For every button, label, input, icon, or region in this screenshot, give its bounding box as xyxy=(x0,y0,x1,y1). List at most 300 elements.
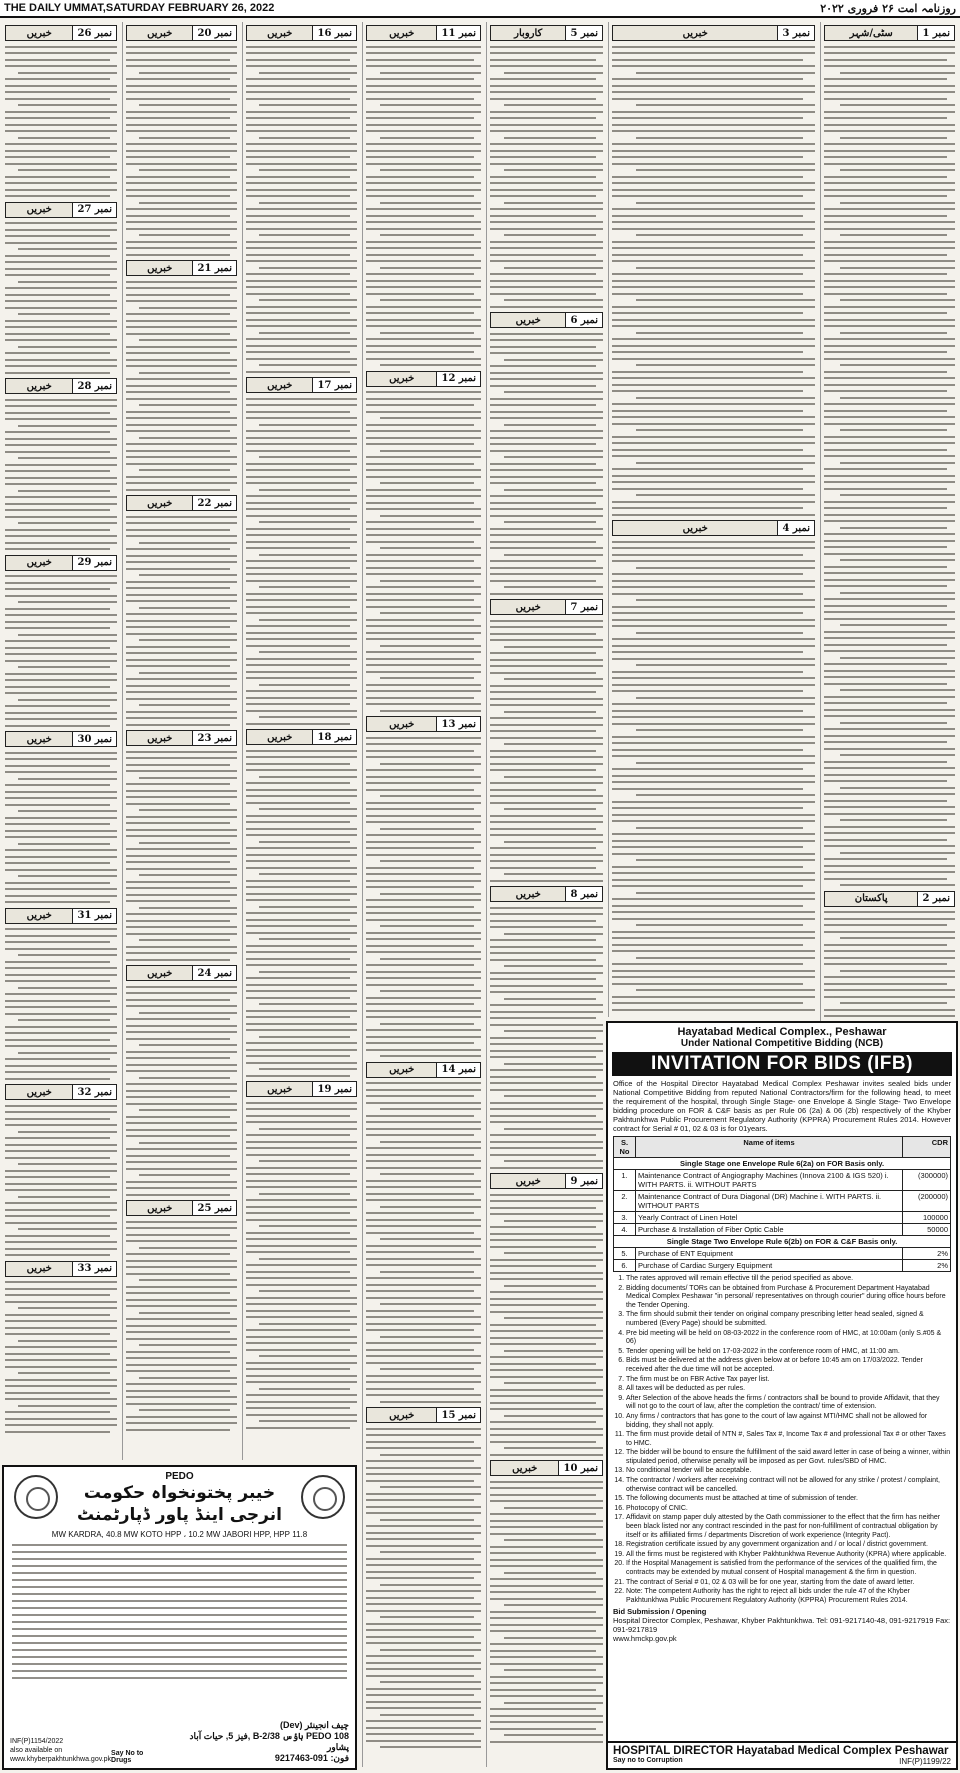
text-line xyxy=(636,397,815,399)
section-heading xyxy=(126,1200,237,1216)
ifb-banner: INVITATION FOR BIDS (IFB) xyxy=(612,1052,952,1076)
text-line xyxy=(612,547,815,549)
text-line xyxy=(824,85,955,87)
table-row xyxy=(614,1212,951,1224)
text-line xyxy=(126,391,230,393)
text-line xyxy=(490,189,603,191)
text-line xyxy=(246,599,357,601)
text-line xyxy=(246,502,357,504)
text-line xyxy=(126,678,237,680)
text-line xyxy=(612,788,803,790)
text-line xyxy=(126,1318,237,1320)
text-line xyxy=(126,424,237,426)
section-title: خبریں xyxy=(26,733,52,745)
text-line xyxy=(636,892,815,894)
text-line xyxy=(612,573,803,575)
text-line xyxy=(490,437,603,439)
text-line xyxy=(139,842,230,844)
text-line xyxy=(126,1286,237,1288)
text-line xyxy=(139,104,237,106)
text-line xyxy=(5,758,117,760)
text-line xyxy=(246,98,350,100)
text-line xyxy=(246,515,357,517)
text-line xyxy=(5,967,117,969)
text-line xyxy=(380,515,481,517)
text-line xyxy=(504,1415,603,1417)
text-line xyxy=(5,1006,117,1008)
text-line xyxy=(636,234,802,236)
text-line xyxy=(490,1037,596,1039)
text-line xyxy=(126,986,237,988)
text-line xyxy=(824,163,955,165)
text-line xyxy=(5,771,117,773)
text-line xyxy=(636,267,815,269)
text-line xyxy=(824,793,955,795)
text-line xyxy=(490,495,603,497)
text-line xyxy=(5,444,117,446)
text-line xyxy=(366,1499,474,1501)
text-line xyxy=(636,137,802,139)
text-line xyxy=(5,111,117,113)
text-line xyxy=(366,391,481,393)
cell-item: Purchase of Cardiac Surgery Equipment xyxy=(636,1260,903,1272)
text-line xyxy=(490,1591,596,1593)
text-line xyxy=(246,1368,350,1370)
text-line xyxy=(824,944,947,946)
text-line xyxy=(490,756,603,758)
text-line xyxy=(246,476,357,478)
text-line xyxy=(246,1297,357,1299)
text-line xyxy=(504,554,603,556)
section-number: نمبر 21 xyxy=(192,261,236,275)
text-line xyxy=(126,1161,237,1163)
text-line xyxy=(824,540,955,542)
text-line xyxy=(490,534,603,536)
text-line xyxy=(5,836,117,838)
text-line xyxy=(126,1083,237,1085)
text-line xyxy=(246,1115,350,1117)
text-line xyxy=(246,893,357,895)
text-line xyxy=(612,944,803,946)
text-line xyxy=(612,124,815,126)
text-line xyxy=(504,359,603,361)
term-item: 22. Note: The competent Authority has the right to reject all bids under the rule 47 of the Khyber Pakhtunkhwa Public Procurement Regulatory Authority (KPPRA) Procurement Rules 2014. xyxy=(626,1588,951,1605)
text-line xyxy=(246,156,350,158)
text-line xyxy=(366,1590,481,1592)
text-line xyxy=(490,1291,603,1293)
text-line xyxy=(840,624,947,626)
text-line xyxy=(126,1416,237,1418)
text-line xyxy=(490,502,596,504)
text-line xyxy=(366,997,481,999)
text-line xyxy=(612,976,815,978)
section-title: خبریں xyxy=(682,27,708,39)
text-line xyxy=(366,437,481,439)
text-line xyxy=(824,150,955,152)
text-line xyxy=(490,1226,596,1228)
article-text-block xyxy=(490,1481,603,1743)
text-line xyxy=(824,585,947,587)
text-line xyxy=(126,1305,237,1307)
text-line xyxy=(612,755,815,757)
text-line xyxy=(5,352,110,354)
text-line xyxy=(490,1043,603,1045)
section-title: خبریں xyxy=(389,373,415,384)
pedo-slogan: Say No to Drugs xyxy=(111,1750,144,1764)
text-line xyxy=(824,650,955,652)
text-line xyxy=(246,945,357,947)
section-number: نمبر 3 xyxy=(777,26,814,40)
text-line xyxy=(126,1194,230,1196)
text-line xyxy=(5,725,110,727)
text-line xyxy=(490,260,603,262)
text-line xyxy=(246,919,350,921)
text-line xyxy=(18,490,110,492)
text-line xyxy=(824,813,955,815)
text-line xyxy=(490,1017,596,1019)
text-line xyxy=(636,859,815,861)
term-item: 8. All taxes will be deducted as per rules. xyxy=(626,1385,951,1394)
article-text-block xyxy=(246,750,357,1077)
text-line xyxy=(490,398,603,400)
text-line xyxy=(490,1337,603,1339)
pedo-address: PEDO 108 ہاؤس 38/B-2 ,فیز 5, حیات آباد پشاور xyxy=(189,1731,349,1752)
text-line xyxy=(246,495,357,497)
text-line xyxy=(824,468,947,470)
text-line xyxy=(504,1095,597,1097)
text-line xyxy=(490,306,603,308)
text-line xyxy=(5,941,110,943)
text-line xyxy=(246,997,350,999)
article-text-block xyxy=(126,516,237,726)
text-line xyxy=(380,104,481,106)
text-line xyxy=(259,776,357,778)
text-line xyxy=(490,1689,596,1691)
text-line xyxy=(366,1349,474,1351)
cell-item: Purchase of ENT Equipment xyxy=(636,1248,903,1260)
text-line xyxy=(126,300,237,302)
text-line xyxy=(636,169,815,171)
article-text-block xyxy=(612,541,815,1011)
text-line xyxy=(490,1265,596,1267)
section-title: خبریں xyxy=(26,910,52,921)
text-line xyxy=(246,1303,357,1305)
text-line xyxy=(490,241,603,243)
text-line xyxy=(490,860,603,862)
text-line xyxy=(5,575,117,577)
text-line xyxy=(126,365,237,367)
text-line xyxy=(5,333,110,335)
text-line xyxy=(612,814,815,816)
text-line xyxy=(5,1301,117,1303)
text-line xyxy=(612,507,803,509)
text-line xyxy=(824,338,955,340)
text-line xyxy=(126,1403,237,1405)
text-line xyxy=(366,241,481,243)
text-line xyxy=(824,345,955,347)
group-label: Single Stage Two Envelope Rule 6(2b) on FOR & C&F Basis only. xyxy=(614,1236,951,1248)
text-line xyxy=(366,834,481,836)
text-line xyxy=(612,156,803,158)
section-number: نمبر 13 xyxy=(436,717,480,731)
text-line xyxy=(5,65,117,67)
text-line xyxy=(380,1649,481,1651)
section-number: نمبر 17 xyxy=(312,378,356,392)
term-item: 12. The bidder will be bound to ensure the fulfillment of the said award letter in case of being a winner, within stipulated period, otherwise penalty will be imposed as per Govt. rules/SBD of HMC. xyxy=(626,1449,951,1466)
cell-item: Yearly Contract of Linen Hotel xyxy=(636,1212,903,1224)
text-line xyxy=(612,612,803,614)
text-line xyxy=(490,1395,603,1397)
text-line xyxy=(504,678,603,680)
text-line xyxy=(259,456,357,458)
section-heading xyxy=(490,886,603,902)
text-line xyxy=(504,104,603,106)
section-title: خبریں xyxy=(147,262,173,274)
text-line xyxy=(366,658,474,660)
text-line xyxy=(366,469,481,471)
text-line xyxy=(380,612,481,614)
text-line xyxy=(366,528,481,530)
text-line xyxy=(12,1663,347,1665)
text-line xyxy=(824,46,955,48)
text-line xyxy=(126,548,230,550)
text-line xyxy=(490,1239,603,1241)
text-line xyxy=(366,1362,481,1364)
text-line xyxy=(139,1044,237,1046)
text-line xyxy=(126,1090,237,1092)
text-line xyxy=(246,189,357,191)
text-line xyxy=(824,546,947,548)
text-line xyxy=(612,163,815,165)
text-line xyxy=(612,742,815,744)
text-line xyxy=(490,620,603,622)
text-line xyxy=(490,1167,603,1169)
text-line xyxy=(5,647,110,649)
text-line xyxy=(126,685,230,687)
text-line xyxy=(840,937,955,939)
text-line xyxy=(126,600,237,602)
text-line xyxy=(126,333,230,335)
text-line xyxy=(366,977,481,979)
pedo-website[interactable]: www.khyberpakhtunkhwa.gov.pk xyxy=(10,1756,112,1763)
text-line xyxy=(126,78,230,80)
text-line xyxy=(380,1486,481,1488)
text-line xyxy=(126,163,237,165)
text-line xyxy=(259,1290,350,1292)
text-line xyxy=(126,430,230,432)
text-line xyxy=(366,1029,481,1031)
text-line xyxy=(5,274,110,276)
text-line xyxy=(824,715,955,717)
table-row xyxy=(614,1191,951,1212)
text-line xyxy=(366,1160,481,1162)
text-line xyxy=(5,548,110,550)
text-line xyxy=(380,169,481,171)
text-line xyxy=(366,1577,474,1579)
text-line xyxy=(366,46,481,48)
text-line xyxy=(126,456,237,458)
text-line xyxy=(18,634,117,636)
text-line xyxy=(246,1023,357,1025)
ifb-website[interactable]: www.hmckp.gov.pk xyxy=(613,1634,677,1644)
section-number: نمبر 5 xyxy=(565,26,602,40)
text-line xyxy=(380,1023,474,1025)
section-title: خبریں xyxy=(267,731,293,743)
text-line xyxy=(490,991,603,993)
pedo-advertisement xyxy=(2,1465,357,1770)
text-line xyxy=(126,1422,237,1424)
text-line xyxy=(259,938,350,940)
text-line xyxy=(366,424,474,426)
text-line xyxy=(18,1307,117,1309)
text-line xyxy=(380,710,481,712)
text-line xyxy=(612,449,803,451)
text-line xyxy=(126,1122,237,1124)
text-line xyxy=(259,137,350,139)
text-line xyxy=(612,403,815,405)
text-line xyxy=(490,1298,603,1300)
text-line xyxy=(246,1251,350,1253)
pedo-web-label: also available on xyxy=(10,1747,63,1754)
text-line xyxy=(246,371,350,373)
text-line xyxy=(139,1312,230,1314)
text-line xyxy=(126,1273,230,1275)
table-group-row xyxy=(614,1236,951,1248)
text-line xyxy=(126,91,237,93)
text-line xyxy=(612,807,803,809)
text-line xyxy=(246,463,357,465)
text-line xyxy=(246,450,350,452)
text-line xyxy=(824,832,955,834)
text-line xyxy=(5,1288,117,1290)
text-line xyxy=(246,677,357,679)
text-line xyxy=(126,1116,230,1118)
text-line xyxy=(5,150,117,152)
section-title: خبریں xyxy=(267,27,293,39)
text-line xyxy=(5,1013,117,1015)
text-line xyxy=(366,932,481,934)
text-line xyxy=(246,1173,350,1175)
text-line xyxy=(5,621,117,623)
text-line xyxy=(490,659,603,661)
text-line xyxy=(824,228,955,230)
text-line xyxy=(824,98,947,100)
text-line xyxy=(246,351,350,353)
text-line xyxy=(490,633,596,635)
term-item: 1. The rates approved will remain effective till the period specified as above. xyxy=(626,1275,951,1284)
text-line xyxy=(612,195,803,197)
text-line xyxy=(126,796,237,798)
text-line xyxy=(824,117,947,119)
text-line xyxy=(490,946,603,948)
text-line xyxy=(246,854,357,856)
text-line xyxy=(366,489,481,491)
text-line xyxy=(636,104,815,106)
text-line xyxy=(490,1676,603,1678)
text-line xyxy=(5,431,110,433)
text-line xyxy=(490,1663,603,1665)
text-line xyxy=(126,790,237,792)
text-line xyxy=(366,1571,481,1573)
text-line xyxy=(259,554,357,556)
text-line xyxy=(366,1219,481,1221)
text-line xyxy=(126,751,237,753)
text-line xyxy=(126,59,230,61)
text-line xyxy=(246,1186,357,1188)
text-line xyxy=(366,1538,474,1540)
text-line xyxy=(5,752,117,754)
text-line xyxy=(126,652,237,654)
text-line xyxy=(259,267,357,269)
text-line xyxy=(139,469,230,471)
text-line xyxy=(824,996,955,998)
section-heading xyxy=(366,25,481,41)
text-line xyxy=(126,659,237,661)
text-line xyxy=(490,1050,603,1052)
section-number: نمبر 14 xyxy=(436,1063,480,1077)
text-line xyxy=(490,724,603,726)
text-line xyxy=(139,607,230,609)
text-line xyxy=(612,996,815,998)
text-line xyxy=(612,130,815,132)
text-line xyxy=(824,442,955,444)
text-line xyxy=(366,841,481,843)
text-line xyxy=(824,709,955,711)
text-line xyxy=(246,645,350,647)
text-line xyxy=(504,1220,603,1222)
section-number: نمبر 1 xyxy=(917,26,954,40)
text-line xyxy=(612,1009,815,1011)
text-line xyxy=(5,418,117,420)
text-line xyxy=(5,935,117,937)
text-line xyxy=(246,417,357,419)
text-line xyxy=(380,1141,481,1143)
text-line xyxy=(246,260,357,262)
text-line xyxy=(246,1147,357,1149)
text-line xyxy=(490,1324,596,1326)
section-title: خبریں xyxy=(26,557,52,568)
text-line xyxy=(490,228,603,230)
text-line xyxy=(490,1520,603,1522)
text-line xyxy=(366,463,474,465)
text-line xyxy=(366,1154,474,1156)
text-line xyxy=(246,1238,357,1240)
text-line xyxy=(490,815,603,817)
text-line xyxy=(18,875,117,877)
text-line xyxy=(126,326,237,328)
text-line xyxy=(126,1260,237,1262)
text-line xyxy=(490,1115,596,1117)
article-text-block xyxy=(366,1082,481,1403)
text-line xyxy=(612,690,803,692)
text-line xyxy=(490,1708,596,1710)
text-line xyxy=(5,1359,117,1361)
text-line xyxy=(840,169,955,171)
text-line xyxy=(246,215,350,217)
text-line xyxy=(490,541,596,543)
text-line xyxy=(504,424,597,426)
text-line xyxy=(366,351,474,353)
text-line xyxy=(490,730,596,732)
text-line xyxy=(246,697,357,699)
text-line xyxy=(126,1005,237,1007)
text-line xyxy=(490,978,596,980)
text-line xyxy=(246,984,357,986)
bid-address: Hospital Director Complex, Peshawar, Khyber Pakhtunkhwa. Tel: 091-9217140-48, 091-9217919 Fax: 091-9217819 xyxy=(613,1616,951,1635)
text-line xyxy=(490,1207,596,1209)
text-line xyxy=(5,91,117,93)
table-row xyxy=(614,1170,951,1191)
